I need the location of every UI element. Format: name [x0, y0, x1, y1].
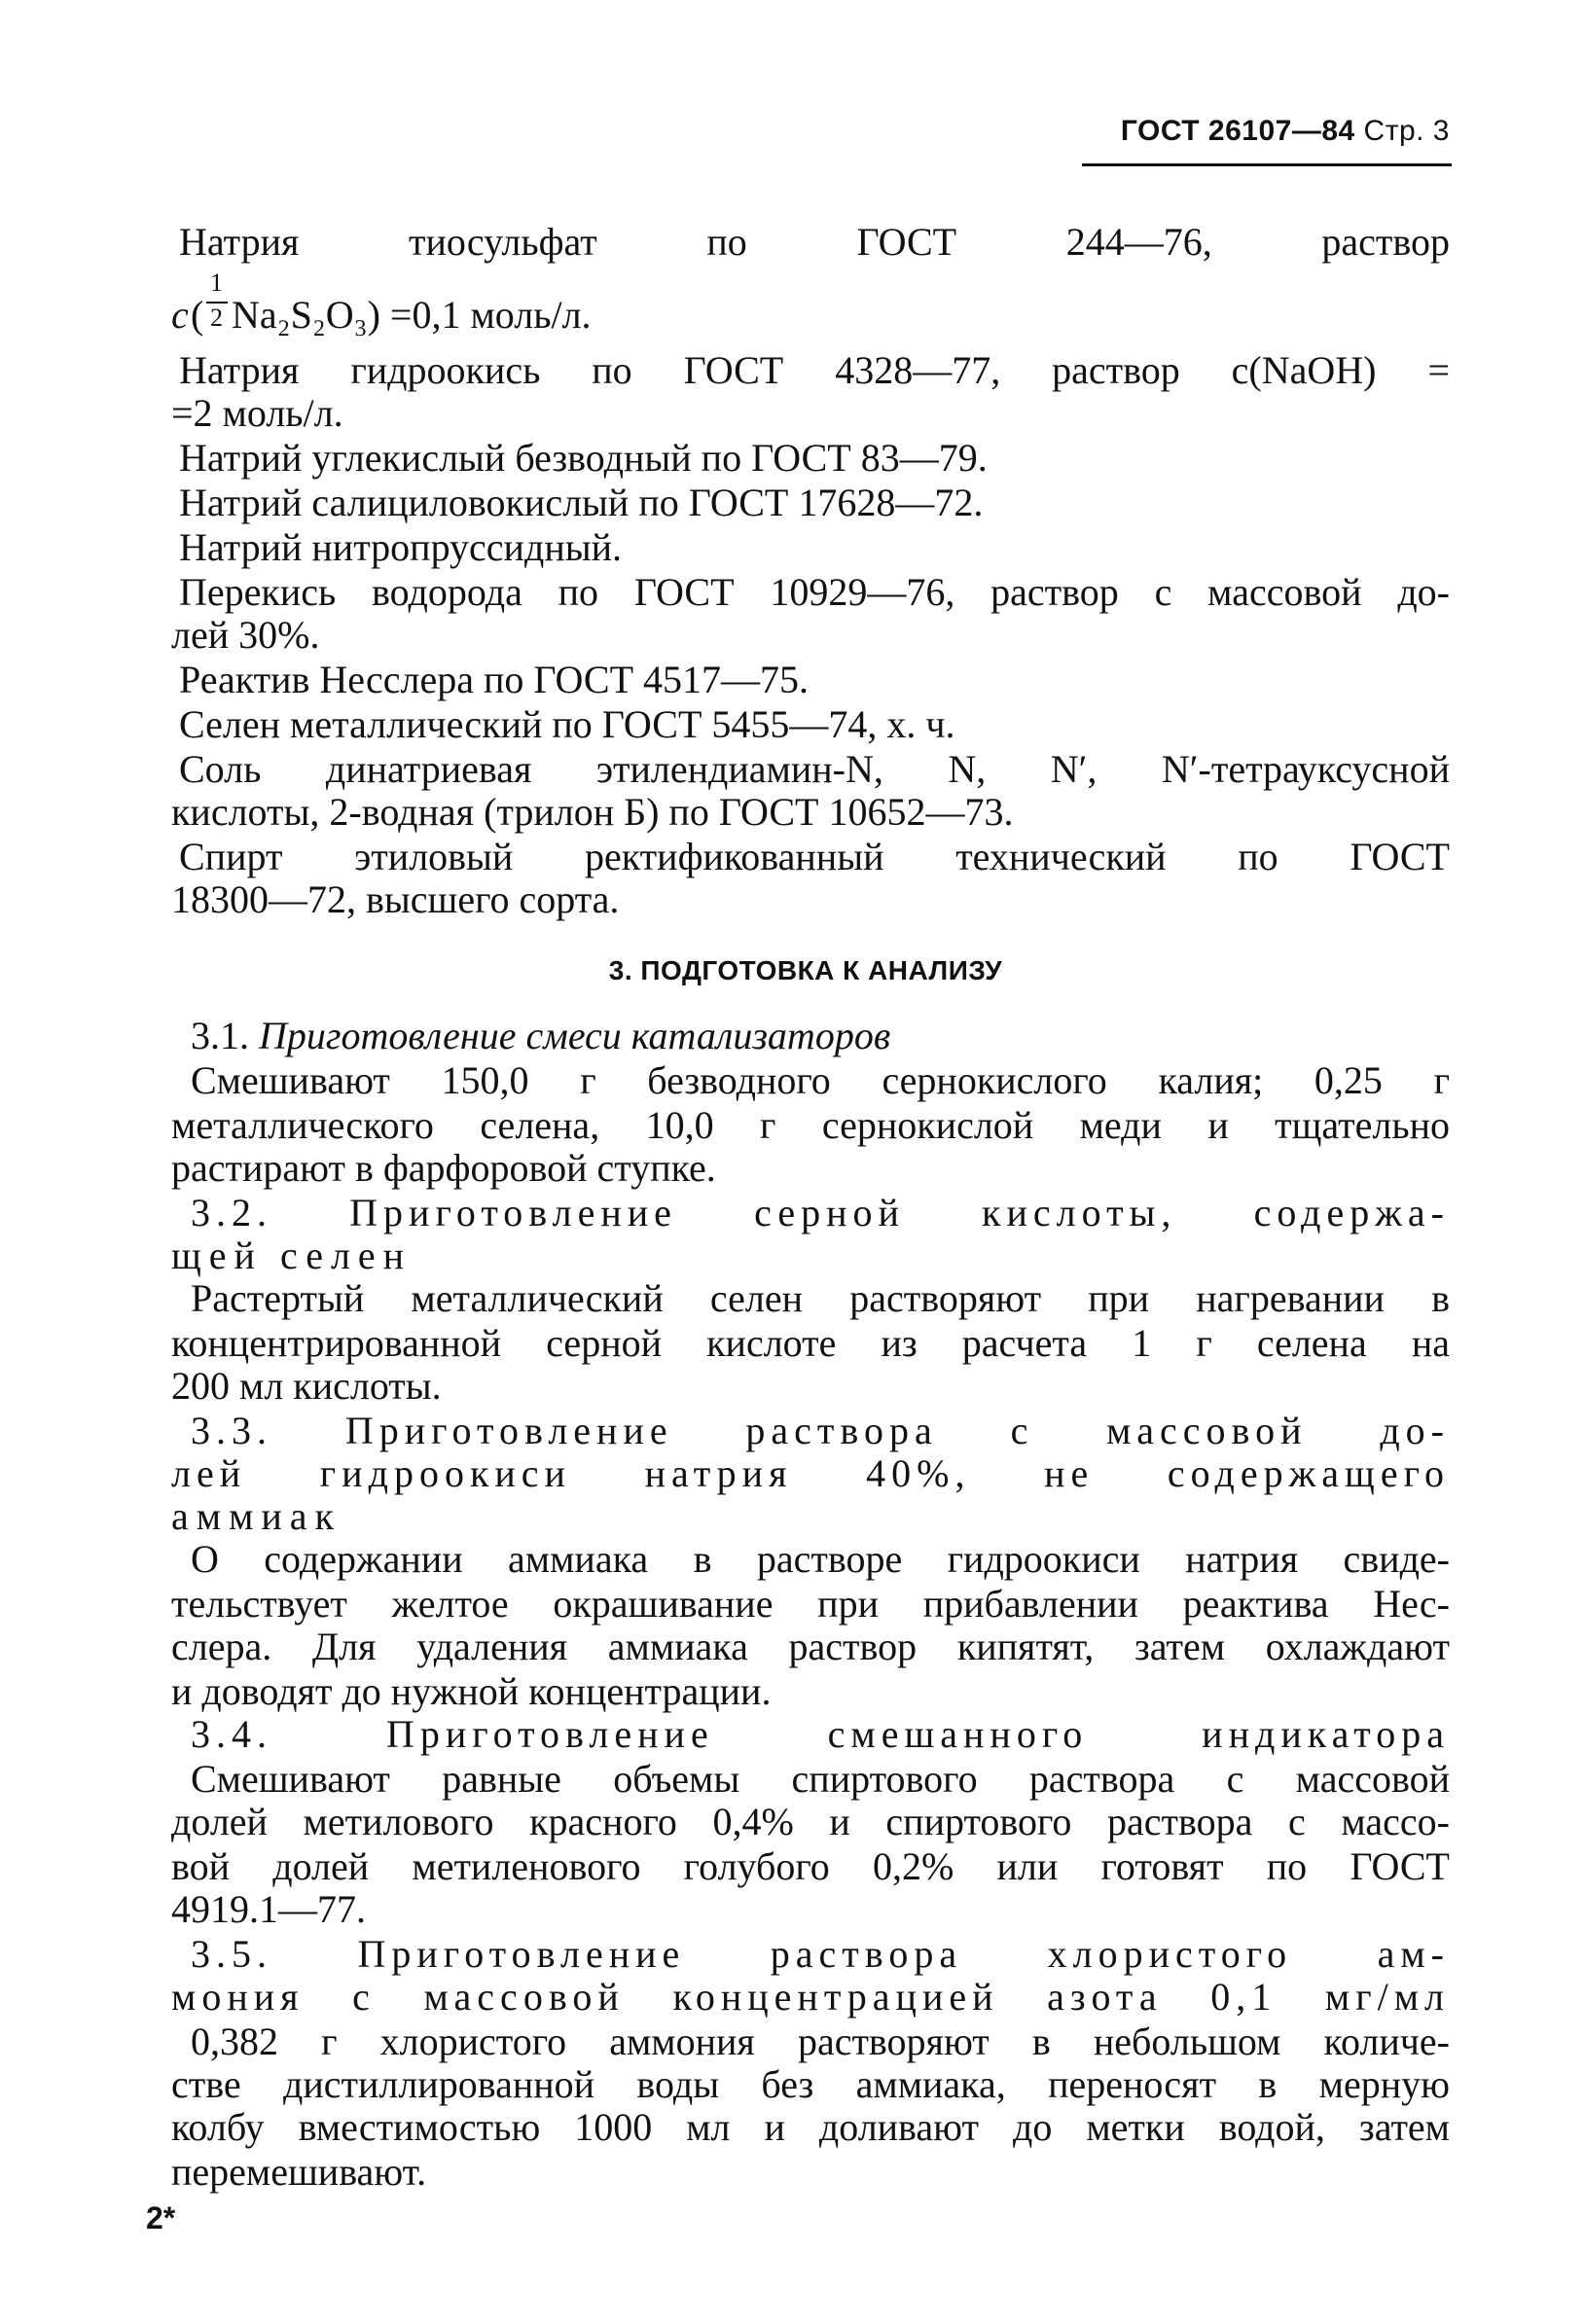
text-line: Смешивают 150,0 г безводного сернокислого калия; 0,25 г	[191, 1058, 1450, 1102]
running-header	[1068, 115, 1450, 158]
text-line: вой долей метиленового голубого 0,2% или готовят по ГОСТ	[171, 1844, 1450, 1888]
text-line: Соль динатриевая этилендиамин-N, N, N′, N′-тетрауксусной	[179, 747, 1450, 791]
concentration-formula: c ( 1 2 Na₂S₂O₃) =0,1 моль/л.	[171, 268, 592, 337]
section-heading: 3. ПОДГОТОВКА К АНАЛИЗУ	[608, 955, 1003, 985]
text-line: и доводят до нужной концентрации.	[171, 1669, 772, 1713]
signature-mark: 2*	[146, 2200, 176, 2235]
subsection-title: 3.3. Приготовление раствора с массовой до-	[191, 1409, 1450, 1452]
subsection-title: 3.4. Приготовление смешанного индикатора	[191, 1712, 1450, 1756]
subsection-title: 3.1. Приготовление смеси катализаторов	[191, 1014, 891, 1057]
text-line: колбу вместимостью 1000 мл и доливают до метки водой, затем	[171, 2105, 1450, 2149]
text-line: 18300—72, высшего сорта.	[171, 877, 620, 921]
text-line: 0,382 г хлористого аммония растворяют в небольшом количе-	[191, 2020, 1450, 2063]
subsection-title: мония с массовой концентрацией азота 0,1 мг/мл	[171, 1975, 1450, 2019]
text-line: кислоты, 2-водная (трилон Б) по ГОСТ 10652—73.	[171, 790, 1014, 834]
text-line: =2 моль/л.	[171, 391, 343, 435]
text-line: Натрий углекислый безводный по ГОСТ 83—79.	[179, 436, 988, 480]
text-line: Селен металлический по ГОСТ 5455—74, х. ч.	[179, 702, 955, 746]
text-line: Натрия гидроокись по ГОСТ 4328—77, раствор c(NaOH) =	[179, 348, 1450, 392]
text-line: Натрий салициловокислый по ГОСТ 17628—72.	[179, 481, 984, 524]
text-line: Натрия тиосульфат по ГОСТ 244—76, раствор	[179, 220, 1450, 264]
text-line: лей 30%.	[171, 613, 320, 657]
text-line: Растертый металлический селен растворяют при нагревании в	[191, 1276, 1450, 1320]
text-line: слера. Для удаления аммиака раствор кипятят, затем охлаждают	[171, 1625, 1450, 1668]
text-line: концентрированной серной кислоте из расчета 1 г селена на	[171, 1321, 1450, 1365]
text-line: Перекись водорода по ГОСТ 10929—76, раствор с массовой до-	[179, 570, 1450, 614]
text-line: О содержании аммиака в растворе гидроокиси натрия свиде-	[191, 1537, 1450, 1581]
text-line: растирают в фарфоровой ступке.	[171, 1146, 716, 1190]
standard-number: ГОСТ 26107—84	[1120, 115, 1355, 147]
text-line: перемешивают.	[171, 2150, 427, 2194]
subsection-title: щей селен	[171, 1234, 413, 1277]
header-rule	[1082, 163, 1452, 166]
text-line: 200 мл кислоты.	[171, 1364, 442, 1408]
text-line: стве дистиллированной воды без аммиака, переносят в мерную	[171, 2062, 1450, 2106]
text-line: металлического селена, 10,0 г сернокислой меди и тщательно	[171, 1103, 1450, 1147]
subsection-title: аммиак	[171, 1494, 342, 1538]
subsection-title: 3.5. Приготовление раствора хлористого ам-	[191, 1932, 1450, 1976]
text-line: Смешивают равные объемы спиртового раствора с массовой	[191, 1757, 1450, 1801]
subsection-title: лей гидроокиси натрия 40%, не содержащего	[171, 1451, 1450, 1495]
page-label: Стр. 3	[1363, 115, 1450, 147]
text-line: Реактив Несслера по ГОСТ 4517—75.	[179, 658, 810, 701]
subsection-title: 3.2. Приготовление серной кислоты, содержа-	[191, 1191, 1450, 1234]
text-line: Спирт этиловый ректификованный технический по ГОСТ	[179, 835, 1450, 878]
text-line: тельствует желтое окрашивание при прибавлении реактива Нес-	[171, 1582, 1450, 1626]
text-line: долей метилового красного 0,4% и спиртового раствора с массо-	[171, 1800, 1450, 1843]
text-line: Натрий нитропруссидный.	[179, 525, 622, 569]
text-line: 4919.1—77.	[171, 1887, 366, 1931]
